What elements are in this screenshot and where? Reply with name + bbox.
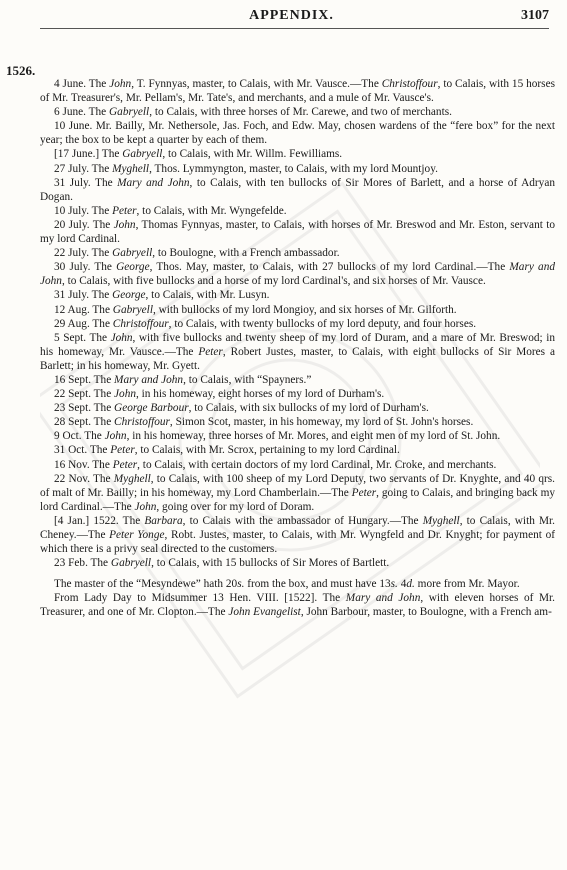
ship-name: Mary and John bbox=[40, 261, 555, 288]
ship-name: John bbox=[113, 218, 136, 231]
ship-name: Mary and John bbox=[114, 373, 184, 386]
entry-text: , to Boulogne, with a French ambassador. bbox=[152, 247, 340, 260]
ship-name: Myghell bbox=[113, 472, 151, 485]
entry-text: 12 Aug. The bbox=[54, 303, 113, 316]
entry-text: , to Calais, with five bullocks and a horse of my lord Cardinal's, and six horses of Mr. Vausce. bbox=[61, 275, 486, 288]
entry-text: , Thomas Fynnyas, master, to Calais, with horses of Mr. Breswod and Mr. Eston, servant to my lord Cardinal. bbox=[40, 218, 555, 246]
entry-text: , with five bullocks and twenty sheep of my lord of Duram, and a mare of Mr. Breswod; in his homeway, Mr. Vausce.—The bbox=[40, 331, 555, 358]
ship-name: George Barbour bbox=[114, 402, 189, 415]
ship-name: John bbox=[134, 500, 157, 513]
entry-paragraph bbox=[40, 429, 555, 443]
entry-text: , to Calais, with Mr. Scrox, pertaining to my lord Cardinal. bbox=[134, 444, 400, 457]
entry-text: 31 July. The bbox=[54, 289, 113, 302]
entry-text: , Robert Justes, master, to Calais, with eight bullocks of Sir Mores a Barlett; in his homeway, Mr. Gyett. bbox=[40, 345, 555, 372]
entry-text: [17 June.] The bbox=[54, 148, 123, 161]
entry-text: 10 June. Mr. Bailly, Mr. Nethersole, Jas. Foch, and Edw. May, chosen wardens of the “fere box” for the next year; the box to be kept a quarter by each of them. bbox=[40, 120, 555, 147]
entry-text: 22 Sept. The bbox=[54, 388, 115, 401]
entry-text: , to Calais, with twenty bullocks of my lord deputy, and four horses. bbox=[168, 317, 477, 330]
entry-text: 31 Oct. The bbox=[54, 444, 111, 457]
entry-paragraph bbox=[40, 147, 555, 161]
entry-paragraph bbox=[40, 105, 555, 119]
entry-paragraph bbox=[40, 458, 555, 472]
entry-paragraph bbox=[40, 204, 555, 218]
entry-paragraph bbox=[40, 119, 555, 147]
entry-paragraph bbox=[40, 162, 555, 176]
ship-name: Peter bbox=[112, 204, 137, 217]
ship-name: Barbara bbox=[144, 514, 183, 527]
entry-text: From Lady Day to Midsummer 13 Hen. VIII. [1522]. The bbox=[54, 592, 346, 605]
entry-paragraph bbox=[40, 331, 555, 373]
ship-name: Gabryell bbox=[122, 148, 163, 161]
entry-paragraph bbox=[40, 260, 555, 288]
entry-text: , going over for my lord of Doram. bbox=[156, 500, 315, 513]
entry-text: , Thos. Lymmyngton, master, to Calais, with my lord Mountjoy. bbox=[149, 162, 438, 175]
entry-paragraph bbox=[40, 246, 555, 260]
entry-text: , going to Calais, and bringing back my lord Cardinal.—The bbox=[40, 486, 556, 513]
ship-name: Mary and John bbox=[345, 592, 421, 605]
entry-text: , to Calais, with certain doctors of my lord Cardinal, Mr. Croke, and merchants. bbox=[137, 458, 497, 471]
entry-text: , to Calais, with ten bullocks of Sir Mores of Barlett, and a horse of Adryan Dogan. bbox=[40, 176, 555, 203]
ship-name: John bbox=[109, 78, 132, 90]
entry-paragraph bbox=[40, 317, 555, 331]
ship-name: Gabryell bbox=[112, 247, 153, 260]
entry-paragraph bbox=[40, 373, 555, 387]
ship-name: Gabryell bbox=[109, 106, 150, 119]
entry-text: , to Calais, with six bullocks of my lord of Durham's. bbox=[188, 402, 429, 415]
entry-text: 10 July. The bbox=[54, 204, 113, 217]
entry-text: , to Calais, with “Spayners.” bbox=[183, 373, 312, 386]
entry-text: 29 Aug. The bbox=[54, 317, 113, 330]
entry-text: , Thos. May, master, to Calais, with 27 bullocks of my lord Cardinal.—The bbox=[149, 261, 510, 274]
entry-text: , to Calais, with 15 horses of Mr. Treasurer's, Mr. Pellam's, Mr. Tate's, and merchants, and a mule of Mr. Vausce's. bbox=[40, 78, 555, 105]
ship-name: s. bbox=[390, 578, 398, 591]
entry-text: 22 July. The bbox=[54, 247, 113, 260]
entry-paragraph bbox=[40, 556, 555, 570]
entry-text: 22 Nov. The bbox=[54, 472, 114, 485]
entry-text: , to Calais with the ambassador of Hungary.—The bbox=[182, 514, 423, 527]
page-title: APPENDIX. bbox=[249, 8, 334, 23]
ship-name: George bbox=[112, 289, 146, 302]
ship-name: Christoffour bbox=[381, 78, 438, 90]
entry-text: , to Calais, with Mr. Wyngefelde. bbox=[136, 204, 287, 217]
entry-paragraph bbox=[40, 415, 555, 429]
ship-name: s. bbox=[237, 578, 245, 591]
entry-paragraph bbox=[40, 443, 555, 457]
entry-paragraph bbox=[40, 591, 555, 619]
ship-name: George bbox=[116, 261, 150, 274]
ship-name: Peter bbox=[351, 486, 377, 499]
entry-text: 16 Nov. The bbox=[54, 458, 113, 471]
entry-text: 30 July. The bbox=[54, 261, 117, 274]
entry-text: 28 Sept. The bbox=[54, 416, 115, 429]
entry-paragraph bbox=[40, 288, 555, 302]
page-number: 3107 bbox=[521, 8, 549, 23]
entry-text: 4 bbox=[397, 578, 407, 591]
entry-text: 27 July. The bbox=[54, 162, 113, 175]
entry-text: , with eleven horses of Mr. Treasurer, and one of Mr. Clopton.—The bbox=[40, 592, 556, 619]
entry-text: , T. Fynnyas, master, to Calais, with Mr. Vausce.—The bbox=[131, 78, 382, 90]
ship-name: John bbox=[104, 430, 127, 443]
ship-name: John bbox=[114, 388, 137, 401]
ship-name: John bbox=[110, 331, 133, 344]
body-text bbox=[40, 77, 555, 620]
ship-name: Peter bbox=[112, 458, 138, 471]
ship-name: d. bbox=[406, 578, 415, 591]
ship-name: Myghell bbox=[422, 514, 460, 527]
entry-paragraph bbox=[40, 514, 555, 556]
ship-name: Christoffour bbox=[114, 416, 170, 429]
entry-text: , in his homeway, three horses of Mr. Mores, and eight men of my lord of St. John. bbox=[126, 430, 501, 443]
entry-text: 31 July. The bbox=[54, 176, 118, 189]
entry-text: , Robt. Justes, master, to Calais, with Mr. Wyngfeld and Dr. Knyght; for payment of which there is a privy seal directed to the customers. bbox=[40, 529, 555, 556]
entry-text: 20 July. The bbox=[54, 218, 114, 231]
entry-text: , to Calais, with Mr. Lusyn. bbox=[145, 289, 270, 302]
entry-paragraph bbox=[40, 472, 555, 514]
entry-text: 23 Sept. The bbox=[54, 402, 115, 415]
entry-text: , in his homeway, eight horses of my lord of Durham's. bbox=[136, 388, 385, 401]
entry-text: 5 Sept. The bbox=[54, 331, 111, 344]
ship-name: Gabryell bbox=[112, 303, 153, 316]
entry-text: , to Calais, with 100 sheep of my Lord Deputy, two servants of Dr. Knyghte, and 40 qrs. of malt of Mr. Bailly; in his homeway, my Lord Chamberlain.—The bbox=[40, 472, 555, 499]
entry-text: [4 Jan.] 1522. The bbox=[54, 514, 145, 527]
entry-text: 9 Oct. The bbox=[54, 430, 105, 443]
entry-text: , John Barbour, master, to Boulogne, with a French am- bbox=[300, 606, 552, 619]
entry-text: , with bullocks of my lord Mongioy, and six horses of Mr. Gilforth. bbox=[152, 303, 457, 316]
ship-name: Christoffour bbox=[112, 317, 169, 330]
entry-text: , Simon Scot, master, in his homeway, my lord of St. John's horses. bbox=[169, 416, 474, 429]
entry-text: , to Calais, with Mr. Willm. Fewilliams. bbox=[162, 148, 343, 161]
entry-paragraph bbox=[40, 387, 555, 401]
entry-text: , to Calais, with Mr. Cheney.—The bbox=[40, 514, 555, 541]
entry-text: 4 June. The bbox=[54, 78, 110, 90]
ship-name: Peter Yonge bbox=[109, 529, 165, 541]
entry-text: , to Calais, with three horses of Mr. Carewe, and two of merchants. bbox=[149, 106, 452, 119]
entry-text: 16 Sept. The bbox=[54, 373, 115, 386]
entry-text: 6 June. The bbox=[54, 106, 110, 119]
entry-text: more from Mr. Mayor. bbox=[414, 578, 520, 591]
entry-paragraph bbox=[40, 401, 555, 415]
entry-text: from the box, and must have 13 bbox=[244, 578, 391, 591]
ship-name: Mary and John bbox=[117, 176, 190, 189]
entry-paragraph bbox=[40, 577, 555, 591]
entry-paragraph bbox=[40, 218, 555, 246]
ship-name: Peter bbox=[198, 345, 223, 358]
running-head bbox=[34, 8, 549, 30]
ship-name: Gabryell bbox=[110, 557, 152, 570]
ship-name: Peter bbox=[110, 444, 135, 457]
year-heading: 1526. bbox=[6, 63, 36, 78]
entry-paragraph bbox=[40, 303, 555, 317]
ship-name: Myghell bbox=[112, 162, 150, 175]
entry-text: 23 Feb. The bbox=[54, 557, 111, 570]
entry-text: The master of the “Mesyndewe” hath 20 bbox=[54, 578, 238, 591]
entry-paragraph bbox=[40, 176, 555, 204]
header-rule bbox=[40, 28, 549, 29]
entry-text: , to Calais, with 15 bullocks of Sir Mores of Bartlett. bbox=[151, 557, 390, 570]
ship-name: John Evangelist bbox=[228, 606, 301, 619]
entry-paragraph bbox=[40, 77, 555, 105]
